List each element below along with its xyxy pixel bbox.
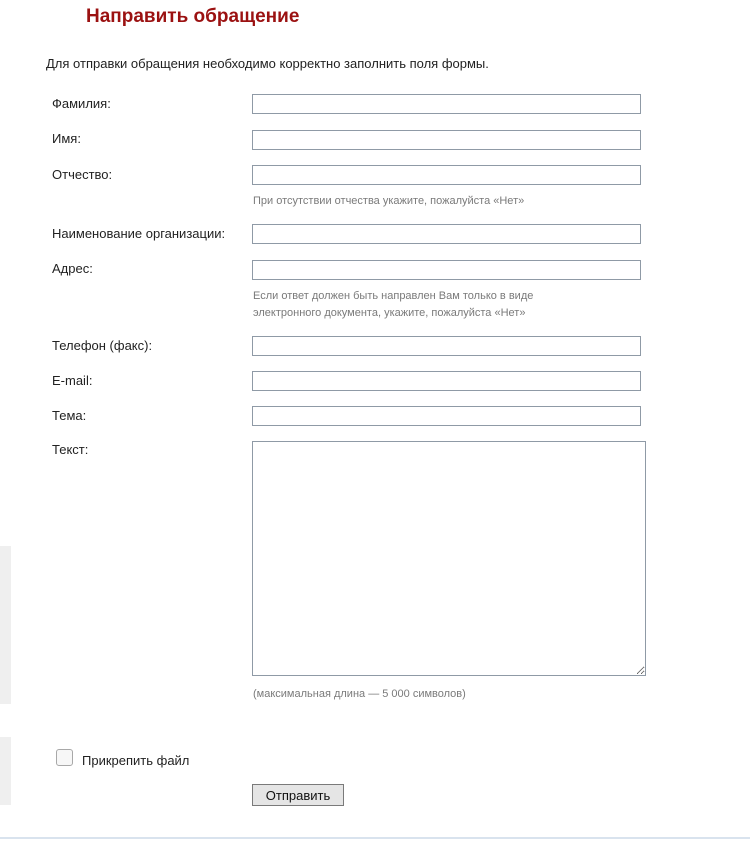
left-edge-strip (0, 737, 11, 805)
address-hint-line-1: Если ответ должен быть направлен Вам только в виде (253, 290, 534, 302)
phone-label: Телефон (факс): (52, 338, 153, 353)
checkbox-box-icon (56, 749, 73, 766)
subject-label: Тема: (52, 408, 87, 423)
text-length-hint: (максимальная длина — 5 000 символов) (253, 688, 466, 700)
firstname-field[interactable] (252, 130, 641, 150)
submit-button[interactable]: Отправить (252, 784, 344, 806)
organization-label: Наименование организации: (52, 226, 226, 241)
attach-file-label[interactable]: Прикрепить файл (82, 753, 190, 768)
address-label: Адрес: (52, 261, 93, 276)
message-textarea[interactable] (252, 441, 646, 676)
lastname-label: Фамилия: (52, 96, 111, 111)
phone-field[interactable] (252, 336, 641, 356)
page-title: Направить обращение (86, 6, 300, 27)
address-field[interactable] (252, 260, 641, 280)
organization-field[interactable] (252, 224, 641, 244)
lastname-field[interactable] (252, 94, 641, 114)
email-field[interactable] (252, 371, 641, 391)
subject-field[interactable] (252, 406, 641, 426)
left-edge-strip (0, 546, 11, 704)
patronymic-field[interactable] (252, 165, 641, 185)
patronymic-label: Отчество: (52, 167, 113, 182)
firstname-label: Имя: (52, 131, 81, 146)
bottom-divider (0, 837, 750, 839)
attach-file-checkbox[interactable] (56, 749, 73, 766)
form-intro: Для отправки обращения необходимо корректно заполнить поля формы. (46, 56, 489, 71)
text-label: Текст: (52, 442, 89, 457)
patronymic-hint: При отсутствии отчества укажите, пожалуйста «Нет» (253, 195, 525, 207)
address-hint-line-2: электронного документа, укажите, пожалуйста «Нет» (253, 307, 526, 319)
email-label: E-mail: (52, 373, 93, 388)
